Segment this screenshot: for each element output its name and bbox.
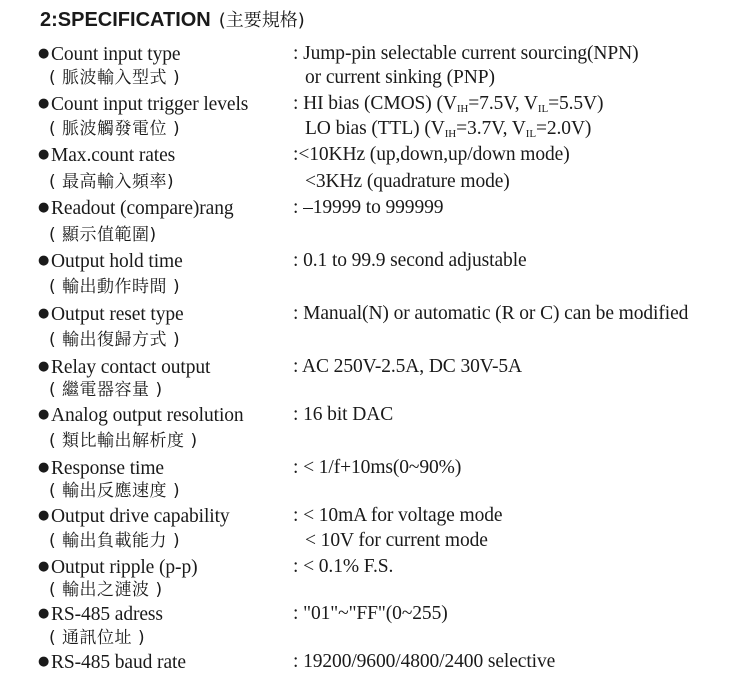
spec-label: ●Count input trigger levels bbox=[38, 94, 249, 115]
spec-label: ●Output ripple (p-p) bbox=[38, 557, 198, 578]
spec-label: ●Relay contact output bbox=[38, 357, 211, 378]
spec-label: ●Readout (compare)rang bbox=[38, 198, 234, 219]
spec-sublabel: ( 繼電器容量 ) bbox=[49, 380, 163, 400]
spec-sublabel: ( 脈波輸入型式 ) bbox=[49, 68, 181, 88]
spec-value: : < 1/f+10ms(0~90%) bbox=[293, 457, 462, 478]
spec-value: : AC 250V-2.5A, DC 30V-5A bbox=[293, 356, 523, 377]
spec-label: ●Output hold time bbox=[38, 251, 183, 272]
spec-sublabel: ( 輸出負載能力 ) bbox=[49, 531, 181, 551]
spec-value: : HI bias (CMOS) ($V_{IH}=7.5V$, $V_{IL}=5.5V$) bbox=[293, 93, 604, 115]
spec-value-continued: < 10V for current mode bbox=[305, 530, 488, 551]
spec-sublabel: ( 輸出反應速度 ) bbox=[49, 481, 181, 501]
spec-label: ●Count input type bbox=[38, 44, 181, 65]
spec-value-continued: LO bias (TTL) ($V_{IH}=3.7V$, $V_{IL}=2.0V$) bbox=[305, 118, 592, 140]
spec-sublabel: ( 輸出之漣波 ) bbox=[49, 580, 163, 600]
bullet-icon: ● bbox=[38, 46, 50, 61]
spec-label: ●Response time bbox=[38, 458, 164, 479]
spec-value: : –19999 to 999999 bbox=[293, 197, 444, 218]
bullet-icon: ● bbox=[38, 96, 50, 111]
spec-value: : Manual(N) or automatic (R or C) can be modified bbox=[293, 303, 689, 324]
spec-label: ●Output reset type bbox=[38, 304, 184, 325]
spec-sublabel: ( 最高輸入頻率) bbox=[49, 172, 175, 192]
spec-sublabel: ( 通訊位址 ) bbox=[49, 628, 146, 648]
spec-sublabel: ( 顯示值範圍) bbox=[49, 225, 157, 245]
bullet-icon: ● bbox=[38, 147, 50, 162]
bullet-icon: ● bbox=[38, 559, 50, 574]
spec-value: : "01"~"FF"(0~255) bbox=[293, 603, 448, 624]
spec-value: : 19200/9600/4800/2400 selective bbox=[293, 651, 556, 672]
heading-title: 2:SPECIFICATION bbox=[40, 9, 211, 31]
spec-label: ●RS-485 adress bbox=[38, 604, 163, 625]
spec-sublabel: ( 類比輸出解析度 ) bbox=[49, 431, 198, 451]
heading-subtitle: (主要規格) bbox=[218, 10, 305, 31]
bullet-icon: ● bbox=[38, 460, 50, 475]
spec-label: ●Max.count rates bbox=[38, 145, 176, 166]
spec-sublabel: ( 輸出復歸方式 ) bbox=[49, 330, 181, 350]
spec-sublabel: ( 輸出動作時間 ) bbox=[49, 277, 181, 297]
bullet-icon: ● bbox=[38, 200, 50, 215]
bullet-icon: ● bbox=[38, 306, 50, 321]
bullet-icon: ● bbox=[38, 508, 50, 523]
spec-value-continued: or current sinking (PNP) bbox=[305, 67, 495, 88]
spec-label: ●Output drive capability bbox=[38, 506, 230, 527]
bullet-icon: ● bbox=[38, 253, 50, 268]
spec-label: ●RS-485 baud rate bbox=[38, 652, 186, 673]
bullet-icon: ● bbox=[38, 407, 50, 422]
spec-value: : 0.1 to 99.9 second adjustable bbox=[293, 250, 527, 271]
bullet-icon: ● bbox=[38, 654, 50, 669]
spec-value: : 16 bit DAC bbox=[293, 404, 394, 425]
spec-value: : Jump-pin selectable current sourcing(NPN) bbox=[293, 43, 639, 64]
spec-value: :<10KHz (up,down,up/down mode) bbox=[293, 144, 570, 165]
spec-label: ●Analog output resolution bbox=[38, 405, 244, 426]
bullet-icon: ● bbox=[38, 606, 50, 621]
bullet-icon: ● bbox=[38, 359, 50, 374]
spec-value: : < 10mA for voltage mode bbox=[293, 505, 503, 526]
spec-value: : < 0.1% F.S. bbox=[293, 556, 394, 577]
spec-sublabel: ( 脈波觸發電位 ) bbox=[49, 119, 181, 139]
spec-value-continued: <3KHz (quadrature mode) bbox=[305, 171, 510, 192]
